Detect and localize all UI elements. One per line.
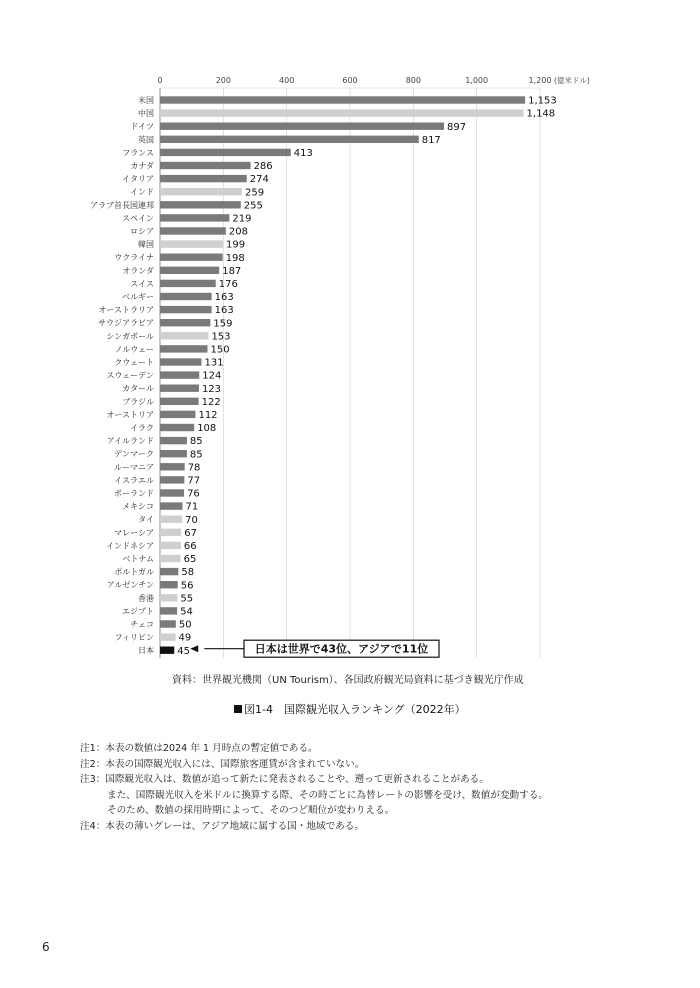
category-label: ベトナム [122,554,154,564]
category-label: チェコ [130,620,154,629]
bar [160,620,176,627]
bar [160,254,223,261]
x-tick-label: 200 [215,76,231,85]
value-label: 78 [187,462,201,474]
category-label: メキシコ [122,502,154,512]
bar [160,188,242,195]
value-label: 112 [198,410,218,421]
value-label: 65 [183,554,197,566]
category-label: ウクライナ [114,253,154,263]
note-3: 注3：国際観光収入は、数値が追って新たに発表されることや、遡って更新されることがある。 [80,774,489,785]
bar [160,149,291,156]
category-label: 中国 [138,109,154,119]
note-4: 注4：本表の薄いグレーは、アジア地域に属する国・地域である。 [80,820,364,832]
note-3-cont-1: また、国際観光収入を米ドルに換算する際、その時ごとに為替レートの影響を受け、数値が変動する。 [107,789,548,801]
source-note: 資料：世界観光機関（UN Tourism）、各国政府観光局資料に基づき観光庁作成 [172,675,524,686]
bar [160,476,184,483]
value-label: 159 [213,318,233,330]
value-label: 286 [253,161,273,173]
value-label: 131 [204,357,224,369]
category-label: ポーランド [114,489,154,498]
notes [80,741,548,834]
value-label: 70 [185,514,198,526]
value-label: 54 [180,606,193,618]
value-label: 274 [249,174,269,186]
bar [160,306,212,313]
category-label: オーストラリア [98,305,154,315]
figure-caption [234,701,466,717]
category-label: ノルウェー [114,344,154,354]
value-label: 71 [185,501,199,513]
value-label: 897 [447,121,467,133]
value-label: 187 [222,265,242,277]
value-label: 219 [232,213,252,225]
x-tick-label: 1,200 [528,76,552,85]
bar [160,96,525,103]
bar [160,201,241,208]
category-label: アラブ首長国連邦 [90,200,154,210]
category-label: エジプト [122,606,154,616]
bar [160,463,185,470]
bar [160,293,212,300]
value-label: 1,148 [526,108,556,120]
value-label: 163 [214,305,234,317]
bar [160,175,247,182]
callout-text: 日本は世界で43位、アジアで11位 [254,642,429,656]
value-label: 77 [187,475,201,487]
value-label: 198 [225,252,245,264]
bar [160,345,208,352]
value-label: 817 [421,134,441,146]
value-label: 49 [178,632,192,644]
note-3-cont-2: そのため、数値の採用時期によって、そのつど順位が変わりえる。 [107,805,395,816]
bar [160,123,444,130]
bar [160,581,178,588]
bar [160,319,210,326]
callout [190,640,439,657]
bar [160,555,181,562]
category-label: カタール [122,384,154,394]
category-label: ベルギー [122,292,154,302]
value-label: 50 [178,619,192,631]
bar [160,214,229,221]
category-label: ルーマニア [114,462,154,472]
category-label: アイルランド [106,436,154,446]
bar [160,633,176,640]
x-tick-label: 800 [405,76,421,85]
category-label: イタリア [122,174,154,184]
value-label: 176 [218,279,238,290]
value-label: 163 [214,292,234,304]
bar [160,529,181,536]
value-label: 122 [201,396,221,408]
value-label: 85 [189,436,203,448]
category-label: インドネシア [106,541,154,551]
value-label: 123 [201,383,222,395]
bar [160,502,182,509]
bar [160,516,182,523]
unit-label: (億米ドル) [554,76,590,85]
value-label: 108 [197,423,217,435]
bar [160,398,199,405]
category-label: ポルトガル [114,567,154,577]
bar [160,542,181,549]
x-tick-label: 600 [342,76,358,85]
arrow-head-icon [190,645,198,652]
category-label: スウェーデン [106,371,154,381]
value-label: 66 [183,541,197,552]
value-label: 58 [181,567,195,579]
bar [160,267,219,274]
bar [160,371,199,378]
category-label: クウェート [114,358,154,367]
bar [160,594,177,601]
category-label: カナダ [130,161,154,171]
category-label: スペイン [122,213,154,223]
category-label: デンマーク [114,449,154,459]
category-label: ロシア [130,227,154,236]
bars-layer [90,95,557,657]
value-label: 150 [210,344,230,356]
category-label: シンガポール [106,331,154,341]
value-label: 55 [180,593,194,605]
category-label: フランス [122,148,154,158]
bar [160,647,174,654]
value-label: 153 [211,331,231,343]
bar [160,489,184,496]
value-label: 1,153 [528,95,557,107]
note-1: 注1：本表の数値は2024 年 1 月時点の暫定値である。 [80,743,318,754]
category-label: サウジアラビア [98,318,154,328]
value-label: 199 [226,239,246,251]
category-label: ブラジル [122,397,154,407]
bar [160,109,524,116]
category-label: 英国 [138,135,154,145]
caption-square-icon [234,705,242,713]
bar [160,437,187,444]
figure-caption-text: 図1-4 国際観光収入ランキング（2022年） [244,703,466,716]
category-label: イスラエル [114,475,154,485]
value-label: 76 [187,488,200,500]
bar [160,162,251,169]
bar [160,385,199,392]
value-label: 413 [293,148,313,159]
value-label: 56 [180,580,194,592]
category-label: マレーシア [114,528,154,538]
category-label: タイ [138,515,154,525]
bar [160,424,194,431]
category-label: 香港 [138,593,154,603]
x-tick-label: 400 [279,76,295,85]
category-label: 米国 [138,96,154,105]
value-label: 208 [228,226,248,238]
x-tick-label: 1,000 [465,76,489,85]
x-tick-label: 0 [157,76,163,85]
bar [160,280,216,287]
bar [160,358,201,365]
page-number: 6 [42,940,50,954]
category-label: オランダ [122,266,154,276]
value-label: 67 [184,527,197,539]
category-label: インド [130,187,154,197]
bar [160,450,187,457]
bar [160,136,419,143]
value-label: 259 [245,187,265,199]
bar [160,332,208,339]
bar [160,607,177,614]
category-label: ドイツ [130,122,154,132]
bar [160,240,223,247]
bar [160,227,226,234]
value-label: 45 [177,645,190,657]
category-label: 韓国 [138,240,154,250]
note-2: 注2：本表の国際観光収入には、国際旅客運賃が含まれていない。 [80,758,365,770]
category-label: 日本 [138,646,154,656]
value-label: 124 [202,370,222,382]
category-label: アルゼンチン [106,580,154,590]
category-label: イラク [130,423,154,433]
category-label: スイス [130,279,154,289]
bar [160,411,195,418]
value-label: 85 [189,449,203,461]
value-label: 255 [243,200,263,212]
bar [160,568,178,575]
category-label: オーストリア [106,410,154,420]
category-label: フィリピン [114,633,154,643]
